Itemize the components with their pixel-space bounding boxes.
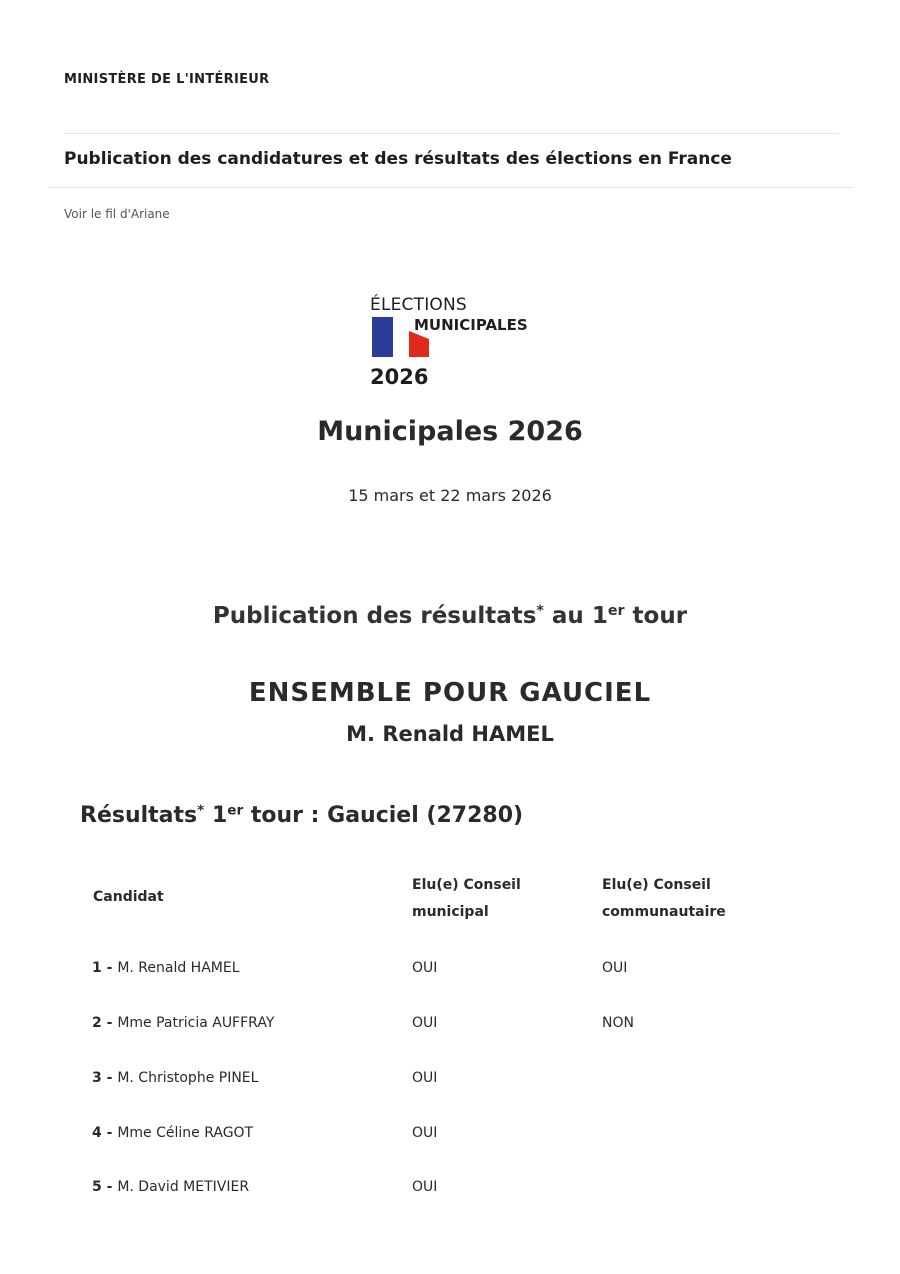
- column-header-municipal-line2: municipal: [412, 904, 489, 920]
- results-asterisk: *: [197, 802, 205, 819]
- column-header-candidat: Candidat: [93, 889, 164, 905]
- candidate-name-cell: 1 - M. Renald HAMEL: [92, 960, 240, 976]
- candidate-number: 5: [92, 1179, 102, 1195]
- elected-communautaire-value: OUI: [602, 960, 628, 976]
- elected-municipal-value: OUI: [412, 1125, 438, 1141]
- publication-title: [0, 603, 900, 629]
- elected-municipal-value: OUI: [412, 1015, 438, 1031]
- logo-elections-text: ÉLECTIONS: [370, 295, 467, 315]
- results-ordinal: er: [227, 802, 244, 819]
- candidate-name-cell: 3 - M. Christophe PINEL: [92, 1070, 259, 1086]
- results-title-suffix: tour : Gauciel (27280): [243, 803, 524, 828]
- candidate-name: Mme Céline RAGOT: [117, 1125, 254, 1141]
- candidate-name: Mme Patricia AUFFRAY: [117, 1015, 275, 1031]
- elected-municipal-value: OUI: [412, 1179, 438, 1195]
- site-title[interactable]: Publication des candidatures et des résultats des élections en France: [64, 149, 732, 169]
- column-header-municipal-line1: Elu(e) Conseil: [412, 877, 521, 893]
- results-title-prefix: Résultats: [80, 803, 198, 828]
- publication-title-prefix: Publication des résultats: [212, 603, 537, 629]
- candidate-number: 2: [92, 1015, 102, 1031]
- header-divider-bottom: [48, 187, 852, 188]
- table-row: [0, 960, 900, 990]
- table-row: [0, 1125, 900, 1155]
- results-title-middle: 1: [204, 803, 228, 828]
- candidate-name-cell: 5 - M. David METIVIER: [92, 1179, 250, 1195]
- event-title: Municipales 2026: [317, 416, 583, 447]
- candidate-name-cell: 2 - Mme Patricia AUFFRAY: [92, 1015, 275, 1031]
- ministry-name: MINISTÈRE DE L'INTÉRIEUR: [64, 72, 270, 87]
- breadcrumb-toggle[interactable]: Voir le fil d'Ariane: [64, 207, 170, 221]
- header-divider-top: [64, 133, 838, 134]
- list-head-name: M. Renald HAMEL: [346, 722, 554, 746]
- column-header-communautaire-line1: Elu(e) Conseil: [602, 877, 711, 893]
- candidate-name: M. David METIVIER: [117, 1179, 250, 1195]
- candidate-number: 4: [92, 1125, 102, 1141]
- event-dates: 15 mars et 22 mars 2026: [348, 486, 552, 505]
- table-row: [0, 1179, 900, 1209]
- table-row: [0, 1015, 900, 1045]
- candidate-name: M. Renald HAMEL: [117, 960, 240, 976]
- logo-municipales-text: MUNICIPALES: [414, 316, 528, 334]
- candidate-number: 1: [92, 960, 102, 976]
- column-header-municipal: [412, 872, 572, 926]
- elected-municipal-value: OUI: [412, 960, 438, 976]
- publication-ordinal: er: [607, 603, 625, 620]
- candidate-name-cell: 4 - Mme Céline RAGOT: [92, 1125, 254, 1141]
- publication-asterisk: *: [536, 603, 544, 620]
- table-row: [0, 1070, 900, 1100]
- publication-title-middle: au 1: [543, 603, 608, 629]
- column-header-communautaire-line2: communautaire: [602, 904, 726, 920]
- elected-communautaire-value: NON: [602, 1015, 634, 1031]
- results-title: [80, 803, 523, 828]
- elected-municipal-value: OUI: [412, 1070, 438, 1086]
- elections-logo: [370, 295, 570, 395]
- list-name: ENSEMBLE POUR GAUCIEL: [248, 678, 652, 708]
- logo-year: 2026: [370, 365, 429, 389]
- column-header-communautaire: [602, 872, 762, 926]
- candidate-number: 3: [92, 1070, 102, 1086]
- candidate-name: M. Christophe PINEL: [117, 1070, 259, 1086]
- publication-title-suffix: tour: [624, 603, 688, 629]
